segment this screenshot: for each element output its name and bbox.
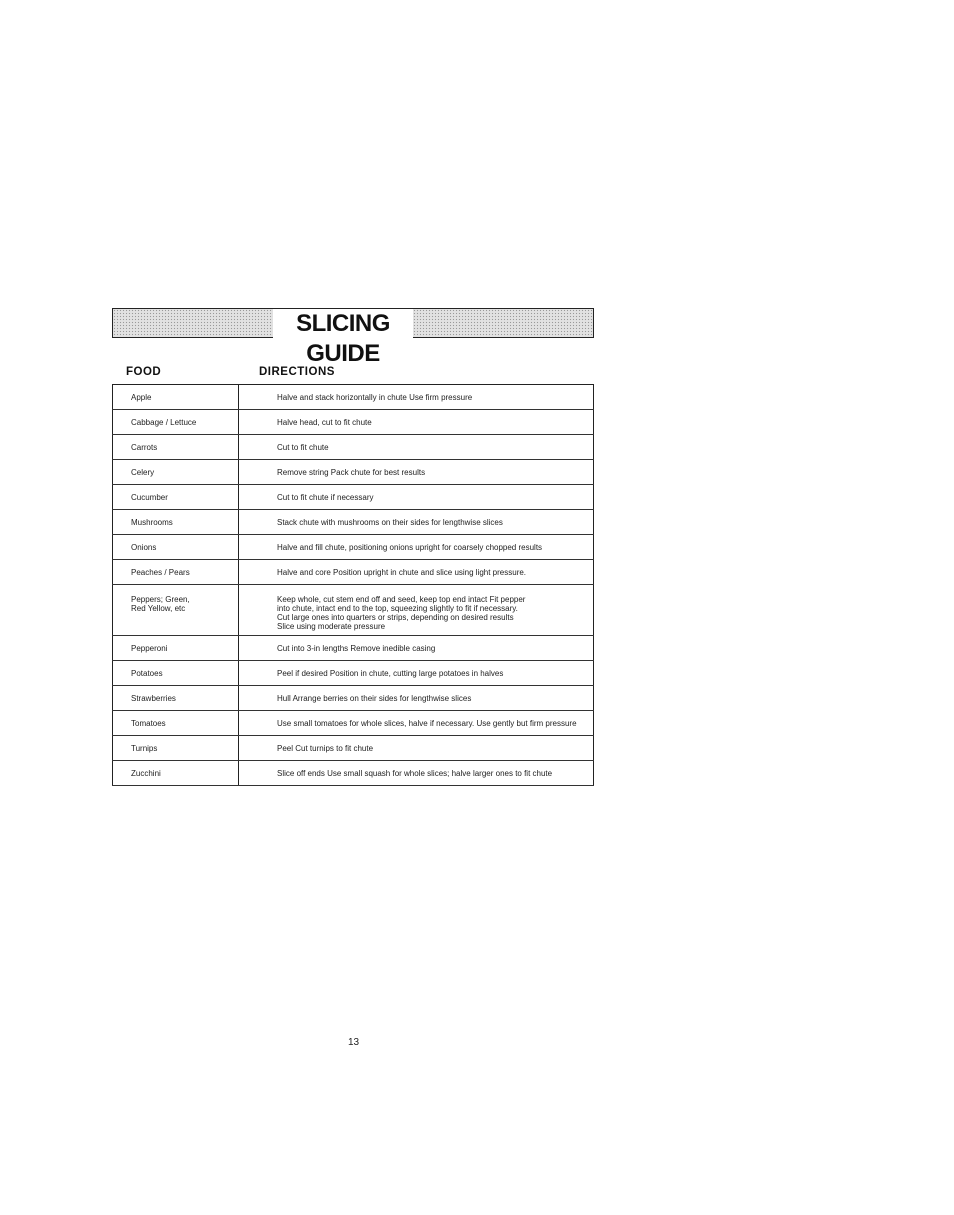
food-cell: Onions (113, 535, 239, 560)
directions-cell: Stack chute with mushrooms on their sides for lengthwise slices (239, 510, 594, 535)
table-row (113, 711, 594, 736)
table-row (113, 510, 594, 535)
directions-cell: Cut to fit chute (239, 435, 594, 460)
food-cell: Cucumber (113, 485, 239, 510)
food-cell: Carrots (113, 435, 239, 460)
table-row (113, 435, 594, 460)
table-row (113, 535, 594, 560)
directions-line: Keep whole, cut stem end off and seed, keep top end intact Fit pepper (277, 595, 526, 604)
directions-cell: Halve head, cut to fit chute (239, 410, 594, 435)
table-row (113, 636, 594, 661)
food-cell: Strawberries (113, 686, 239, 711)
table-row (113, 460, 594, 485)
page-title: SLICING GUIDE (273, 309, 413, 339)
table-row (113, 686, 594, 711)
food-cell: Cabbage / Lettuce (113, 410, 239, 435)
food-cell: Turnips (113, 736, 239, 761)
food-cell: Apple (113, 385, 239, 410)
food-line: Red Yellow, etc (131, 604, 186, 613)
food-column-header: FOOD (126, 366, 162, 378)
page-number: 13 (348, 1037, 360, 1048)
table-row (113, 736, 594, 761)
food-cell: Pepperoni (113, 636, 239, 661)
directions-cell: Cut into 3-in lengths Remove inedible casing (239, 636, 594, 661)
food-cell: Zucchini (113, 761, 239, 786)
directions-cell: Cut to fit chute if necessary (239, 485, 594, 510)
table-row (113, 661, 594, 686)
directions-cell: Use small tomatoes for whole slices, halve if necessary. Use gently but firm pressure (239, 711, 594, 736)
food-cell: Tomatoes (113, 711, 239, 736)
directions-cell: Hull Arrange berries on their sides for lengthwise slices (239, 686, 594, 711)
directions-cell: Peel if desired Position in chute, cutting large potatoes in halves (239, 661, 594, 686)
slicing-guide-table (112, 384, 594, 786)
table-row (113, 585, 594, 636)
directions-cell: Halve and core Position upright in chute and slice using light pressure. (239, 560, 594, 585)
directions-line: Cut large ones into quarters or strips, depending on desired results (277, 613, 514, 622)
directions-cell: Halve and fill chute, positioning onions upright for coarsely chopped results (239, 535, 594, 560)
table-row (113, 560, 594, 585)
directions-column-header: DIRECTIONS (259, 366, 335, 378)
directions-line: Slice using moderate pressure (277, 622, 386, 631)
food-cell: Potatoes (113, 661, 239, 686)
directions-cell: Slice off ends Use small squash for whole slices; halve larger ones to fit chute (239, 761, 594, 786)
table-row (113, 385, 594, 410)
food-line: Peppers; Green, (131, 595, 190, 604)
table-row (113, 410, 594, 435)
directions-cell: Remove string Pack chute for best results (239, 460, 594, 485)
title-banner (112, 308, 594, 367)
food-cell: Mushrooms (113, 510, 239, 535)
directions-cell (239, 585, 594, 636)
directions-line: into chute, intact end to the top, squeezing slightly to fit if necessary. (277, 604, 518, 613)
directions-cell: Halve and stack horizontally in chute Use firm pressure (239, 385, 594, 410)
table-row (113, 761, 594, 786)
food-cell: Peaches / Pears (113, 560, 239, 585)
food-cell (113, 585, 239, 636)
directions-cell: Peel Cut turnips to fit chute (239, 736, 594, 761)
table-row (113, 485, 594, 510)
food-cell: Celery (113, 460, 239, 485)
